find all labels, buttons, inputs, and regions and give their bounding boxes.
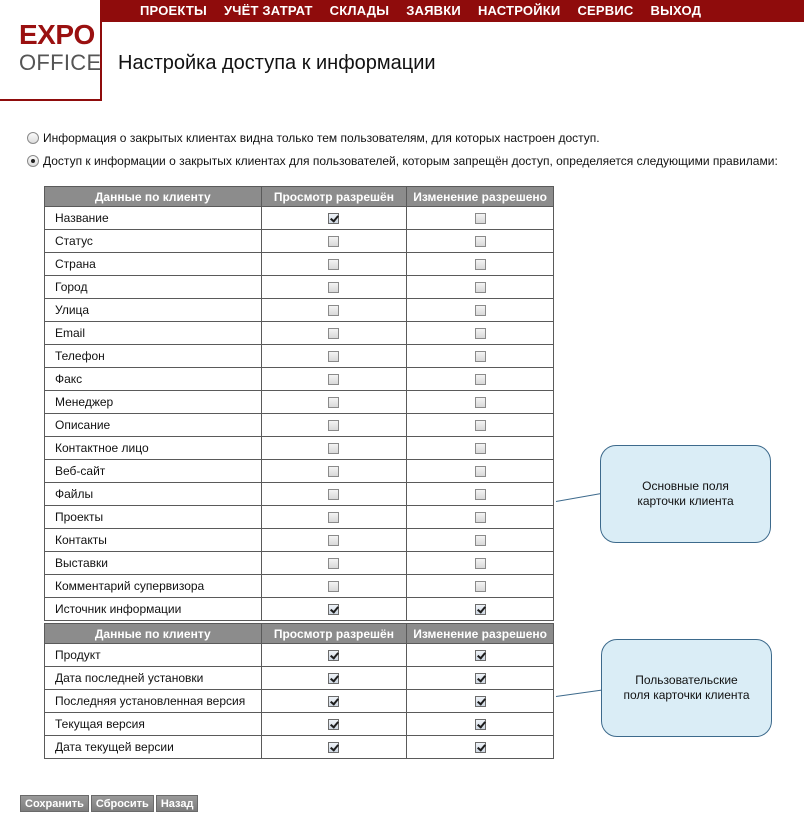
table-row <box>45 506 554 529</box>
edit-allowed-checkbox[interactable] <box>475 650 486 661</box>
field-name: Файлы <box>45 483 262 506</box>
custom-header-row <box>45 624 554 644</box>
edit-permission-cell <box>407 644 554 667</box>
callout-custom-text: Пользовательские поля карточки клиента <box>623 673 750 702</box>
view-allowed-checkbox[interactable] <box>328 650 339 661</box>
field-name: Улица <box>45 299 262 322</box>
edit-allowed-checkbox[interactable] <box>475 535 486 546</box>
main-menu <box>140 0 718 22</box>
table-row <box>45 230 554 253</box>
edit-permission-cell <box>407 345 554 368</box>
view-permission-cell <box>261 575 407 598</box>
table-row <box>45 414 554 437</box>
view-permission-cell <box>261 552 407 575</box>
table-row <box>45 575 554 598</box>
edit-allowed-checkbox[interactable] <box>475 673 486 684</box>
edit-allowed-checkbox[interactable] <box>475 305 486 316</box>
nav-item-1[interactable]: УЧЁТ ЗАТРАТ <box>223 3 313 18</box>
table-row <box>45 322 554 345</box>
nav-item-4[interactable]: НАСТРОЙКИ <box>477 3 561 18</box>
edit-permission-cell <box>407 460 554 483</box>
view-permission-cell <box>261 230 407 253</box>
view-permission-cell <box>261 667 407 690</box>
view-permission-cell <box>261 506 407 529</box>
view-permission-cell <box>261 368 407 391</box>
view-allowed-checkbox[interactable] <box>328 581 339 592</box>
column-header: Просмотр разрешён <box>261 187 407 207</box>
edit-allowed-checkbox[interactable] <box>475 351 486 362</box>
edit-allowed-checkbox[interactable] <box>475 328 486 339</box>
nav-item-6[interactable]: ВЫХОД <box>650 3 702 18</box>
save-button[interactable]: Сохранить <box>20 795 89 812</box>
view-allowed-checkbox[interactable] <box>328 443 339 454</box>
view-allowed-checkbox[interactable] <box>328 305 339 316</box>
edit-allowed-checkbox[interactable] <box>475 558 486 569</box>
view-permission-cell <box>261 736 407 759</box>
view-allowed-checkbox[interactable] <box>328 673 339 684</box>
table-row <box>45 736 554 759</box>
field-name: Статус <box>45 230 262 253</box>
callout-main-text: Основные поля карточки клиента <box>637 479 734 508</box>
edit-permission-cell <box>407 230 554 253</box>
view-allowed-checkbox[interactable] <box>328 374 339 385</box>
edit-allowed-checkbox[interactable] <box>475 236 486 247</box>
table-row <box>45 690 554 713</box>
view-permission-cell <box>261 322 407 345</box>
edit-allowed-checkbox[interactable] <box>475 397 486 408</box>
edit-permission-cell <box>407 322 554 345</box>
view-allowed-checkbox[interactable] <box>328 259 339 270</box>
table-row <box>45 276 554 299</box>
logo[interactable] <box>0 0 102 101</box>
view-allowed-checkbox[interactable] <box>328 351 339 362</box>
edit-permission-cell <box>407 690 554 713</box>
field-name: Дата последней установки <box>45 667 262 690</box>
view-permission-cell <box>261 207 407 230</box>
reset-button[interactable]: Сбросить <box>91 795 154 812</box>
field-name: Название <box>45 207 262 230</box>
table-row <box>45 529 554 552</box>
edit-allowed-checkbox[interactable] <box>475 719 486 730</box>
edit-permission-cell <box>407 253 554 276</box>
view-permission-cell <box>261 437 407 460</box>
edit-permission-cell <box>407 506 554 529</box>
back-button[interactable]: Назад <box>156 795 199 812</box>
edit-allowed-checkbox[interactable] <box>475 512 486 523</box>
edit-permission-cell <box>407 575 554 598</box>
view-permission-cell <box>261 276 407 299</box>
table-row <box>45 598 554 621</box>
field-name: Страна <box>45 253 262 276</box>
field-name: Выставки <box>45 552 262 575</box>
view-permission-cell <box>261 414 407 437</box>
edit-permission-cell <box>407 598 554 621</box>
view-permission-cell <box>261 253 407 276</box>
view-permission-cell <box>261 598 407 621</box>
field-name: Контактное лицо <box>45 437 262 460</box>
table-row <box>45 207 554 230</box>
nav-item-2[interactable]: СКЛАДЫ <box>329 3 390 18</box>
view-permission-cell <box>261 483 407 506</box>
view-allowed-checkbox[interactable] <box>328 282 339 293</box>
view-allowed-checkbox[interactable] <box>328 489 339 500</box>
view-allowed-checkbox[interactable] <box>328 397 339 408</box>
edit-permission-cell <box>407 414 554 437</box>
table-row <box>45 368 554 391</box>
edit-permission-cell <box>407 529 554 552</box>
edit-permission-cell <box>407 667 554 690</box>
table-row <box>45 437 554 460</box>
page-title: Настройка доступа к информации <box>118 52 436 74</box>
logo-office-text: OFFICE <box>19 50 102 75</box>
access-rules-table <box>44 186 554 759</box>
table-row <box>45 460 554 483</box>
column-header: Изменение разрешено <box>407 187 554 207</box>
edit-permission-cell <box>407 368 554 391</box>
field-name: Веб-сайт <box>45 460 262 483</box>
radio-button-icon[interactable] <box>27 155 39 167</box>
view-permission-cell <box>261 690 407 713</box>
field-name: Менеджер <box>45 391 262 414</box>
edit-allowed-checkbox[interactable] <box>475 420 486 431</box>
edit-permission-cell <box>407 713 554 736</box>
option-label: Доступ к информации о закрытых клиентах для пользователей, которым запрещён доступ, определяется следующими правилами: <box>43 154 778 168</box>
edit-permission-cell <box>407 437 554 460</box>
main-header-row <box>45 187 554 207</box>
field-name: Текущая версия <box>45 713 262 736</box>
view-allowed-checkbox[interactable] <box>328 742 339 753</box>
view-allowed-checkbox[interactable] <box>328 213 339 224</box>
edit-allowed-checkbox[interactable] <box>475 282 486 293</box>
view-permission-cell <box>261 644 407 667</box>
field-name: Описание <box>45 414 262 437</box>
top-navigation-bar <box>0 0 804 22</box>
nav-item-5[interactable]: СЕРВИС <box>577 3 634 18</box>
edit-allowed-checkbox[interactable] <box>475 374 486 385</box>
edit-allowed-checkbox[interactable] <box>475 581 486 592</box>
table-row <box>45 483 554 506</box>
form-actions <box>20 795 198 812</box>
column-header: Изменение разрешено <box>407 624 554 644</box>
view-permission-cell <box>261 460 407 483</box>
edit-permission-cell <box>407 276 554 299</box>
table-row <box>45 552 554 575</box>
edit-allowed-checkbox[interactable] <box>475 466 486 477</box>
view-allowed-checkbox[interactable] <box>328 696 339 707</box>
view-allowed-checkbox[interactable] <box>328 604 339 615</box>
edit-permission-cell <box>407 391 554 414</box>
view-allowed-checkbox[interactable] <box>328 512 339 523</box>
edit-permission-cell <box>407 207 554 230</box>
edit-allowed-checkbox[interactable] <box>475 696 486 707</box>
table-row <box>45 345 554 368</box>
edit-allowed-checkbox[interactable] <box>475 259 486 270</box>
edit-allowed-checkbox[interactable] <box>475 489 486 500</box>
field-name: Дата текущей версии <box>45 736 262 759</box>
edit-permission-cell <box>407 483 554 506</box>
table-row <box>45 299 554 322</box>
field-name: Последняя установленная версия <box>45 690 262 713</box>
logo-expo-text: EXPO <box>19 19 95 50</box>
table-row <box>45 391 554 414</box>
table-row <box>45 253 554 276</box>
edit-allowed-checkbox[interactable] <box>475 604 486 615</box>
nav-item-3[interactable]: ЗАЯВКИ <box>406 3 461 18</box>
field-name: Источник информации <box>45 598 262 621</box>
option-label: Информация о закрытых клиентах видна только тем пользователям, для которых настроен доступ. <box>43 131 600 145</box>
edit-allowed-checkbox[interactable] <box>475 742 486 753</box>
view-permission-cell <box>261 391 407 414</box>
option-rule-based-access[interactable] <box>27 154 778 168</box>
edit-permission-cell <box>407 736 554 759</box>
callout-pointer-main <box>556 493 601 502</box>
field-name: Факс <box>45 368 262 391</box>
radio-button-icon[interactable] <box>27 132 39 144</box>
view-allowed-checkbox[interactable] <box>328 420 339 431</box>
callout-pointer-custom <box>556 690 602 697</box>
edit-allowed-checkbox[interactable] <box>475 213 486 224</box>
callout-main-fields <box>600 445 771 543</box>
nav-item-0[interactable]: ПРОЕКТЫ <box>140 3 207 18</box>
field-name: Email <box>45 322 262 345</box>
table-row <box>45 644 554 667</box>
edit-permission-cell <box>407 299 554 322</box>
field-name: Контакты <box>45 529 262 552</box>
view-allowed-checkbox[interactable] <box>328 558 339 569</box>
view-permission-cell <box>261 299 407 322</box>
field-name: Телефон <box>45 345 262 368</box>
view-allowed-checkbox[interactable] <box>328 535 339 546</box>
view-allowed-checkbox[interactable] <box>328 328 339 339</box>
view-allowed-checkbox[interactable] <box>328 719 339 730</box>
view-permission-cell <box>261 345 407 368</box>
option-visible-only-configured[interactable] <box>27 131 600 145</box>
view-allowed-checkbox[interactable] <box>328 236 339 247</box>
edit-allowed-checkbox[interactable] <box>475 443 486 454</box>
field-name: Комментарий супервизора <box>45 575 262 598</box>
column-header: Просмотр разрешён <box>261 624 407 644</box>
field-name: Проекты <box>45 506 262 529</box>
view-permission-cell <box>261 713 407 736</box>
view-allowed-checkbox[interactable] <box>328 466 339 477</box>
edit-permission-cell <box>407 552 554 575</box>
column-header: Данные по клиенту <box>45 187 262 207</box>
table-row <box>45 713 554 736</box>
view-permission-cell <box>261 529 407 552</box>
field-name: Продукт <box>45 644 262 667</box>
callout-custom-fields <box>601 639 772 737</box>
table-row <box>45 667 554 690</box>
column-header: Данные по клиенту <box>45 624 262 644</box>
field-name: Город <box>45 276 262 299</box>
